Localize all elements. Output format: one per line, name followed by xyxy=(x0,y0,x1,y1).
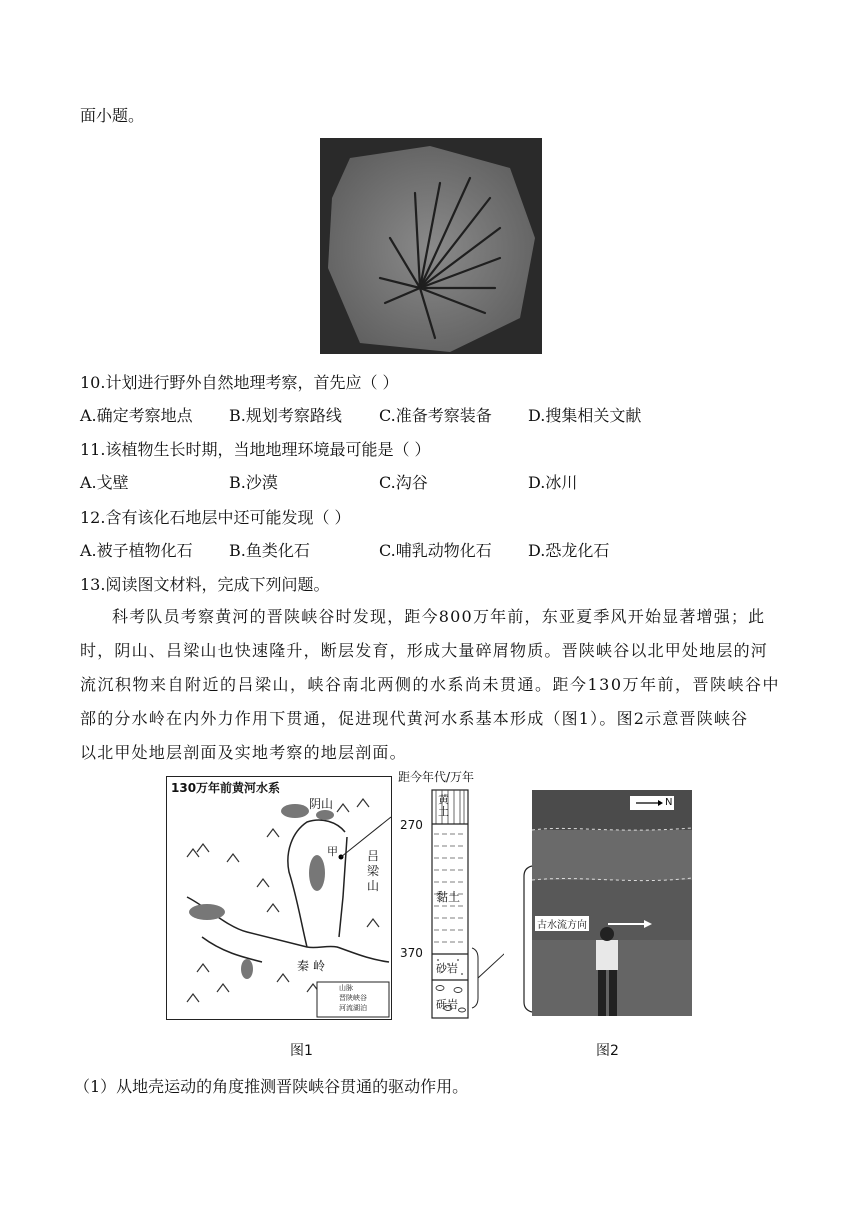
q12-option-d: D.恐龙化石 xyxy=(528,541,610,560)
map-title: 130万年前黄河水系 xyxy=(171,781,281,795)
q11-option-b: B.沙漠 xyxy=(229,473,278,492)
compass-north: N xyxy=(665,797,673,808)
q13-paragraph-line-4: 部的分水岭在内外力作用下贯通，促进现代黄河水系基本形成（图1）。图2示意晋陕峡谷 xyxy=(80,709,749,728)
figure-1-map xyxy=(166,776,392,1020)
q12-option-b: B.鱼类化石 xyxy=(229,541,310,560)
layer-sandstone: 砂岩 xyxy=(436,962,458,975)
stratigraphic-column xyxy=(392,768,504,1020)
tick-370: 370 xyxy=(400,946,423,960)
question-12-stem: 12.含有该化石地层中还可能发现（ ） xyxy=(80,508,351,527)
layer-clay: 黏土 xyxy=(436,890,461,904)
layer-loess: 黄土 xyxy=(438,793,449,818)
q10-option-a: A.确定考察地点 xyxy=(80,406,193,425)
label-yinshan: 阴山 xyxy=(309,797,334,811)
q11-option-a: A.戈壁 xyxy=(80,473,129,492)
fossil-photo xyxy=(320,138,542,354)
q11-option-c: C.沟谷 xyxy=(379,473,428,492)
question-13-stem: 13.阅读图文材料，完成下列问题。 xyxy=(80,575,330,594)
label-qinling: 秦岭 xyxy=(297,959,330,973)
q10-option-b: B.规划考察路线 xyxy=(229,406,342,425)
label-jia: 甲 xyxy=(327,845,338,858)
q13-paragraph-line-5: 以北甲处地层剖面及实地考察的地层剖面。 xyxy=(80,743,407,762)
figure-2-photo xyxy=(532,790,692,1016)
legend-river-lake: 河流湖泊 xyxy=(339,1004,367,1012)
q13-paragraph-line-3: 流沉积物来自附近的吕梁山，峡谷南北两侧的水系尚未贯通。距今130万年前，晋陕峡谷中 xyxy=(80,675,781,694)
layer-conglomerate: 砾岩 xyxy=(436,998,458,1011)
q13-sub-question-1: （1）从地壳运动的角度推测晋陕峡谷贯通的驱动作用。 xyxy=(74,1077,469,1096)
label-lvliang: 吕梁山 xyxy=(367,849,380,893)
figure-2-caption: 图2 xyxy=(596,1043,619,1059)
flow-direction-label: 古水流方向 xyxy=(535,916,589,931)
question-11-stem: 11.该植物生长时期，当地地理环境最可能是（ ） xyxy=(80,440,431,459)
q13-paragraph-line-1: 科考队员考察黄河的晋陕峡谷时发现，距今800万年前，东亚夏季风开始显著增强；此 xyxy=(112,607,766,626)
q10-option-c: C.准备考察装备 xyxy=(379,406,492,425)
q12-option-a: A.被子植物化石 xyxy=(80,541,193,560)
figure-1-caption: 图1 xyxy=(290,1043,313,1059)
q11-option-d: D.冰川 xyxy=(528,473,578,492)
q10-option-d: D.搜集相关文献 xyxy=(528,406,642,425)
question-10-stem: 10.计划进行野外自然地理考察，首先应（ ） xyxy=(80,373,399,392)
q13-paragraph-line-2: 时，阴山、吕梁山也快速隆升，断层发育，形成大量碎屑物质。晋陕峡谷以北甲处地层的河 xyxy=(80,641,769,660)
tick-270: 270 xyxy=(400,818,423,832)
intro-tail: 面小题。 xyxy=(80,106,145,125)
photo-bracket xyxy=(518,864,534,1014)
column-axis-title: 距今年代/万年 xyxy=(398,770,475,784)
legend-gorge: 晋陕峡谷 xyxy=(339,994,367,1002)
q12-option-c: C.哺乳动物化石 xyxy=(379,541,492,560)
legend-mountain: 山脉 xyxy=(339,984,353,992)
